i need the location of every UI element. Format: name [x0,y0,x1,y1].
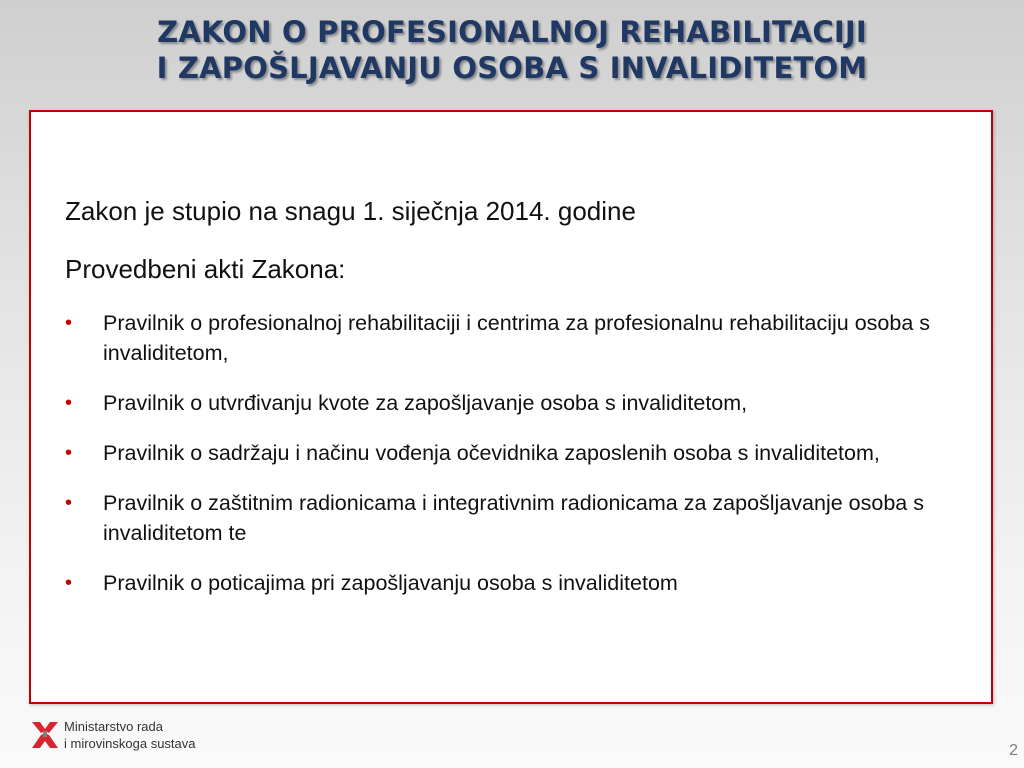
intro-text-effective-date: Zakon je stupio na snagu 1. siječnja 2014. godine [65,196,636,226]
ministry-name-line-2: i mirovinskoga sustava [64,736,196,751]
bullet-icon: • [65,442,73,464]
list-item [65,488,945,548]
slide-title-line-2: I ZAPOŠLJAVANJU OSOBA S INVALIDITETOM [156,51,868,85]
page-number: 2 [1009,742,1018,759]
list-item [65,568,945,598]
slide-title-line-1: ZAKON O PROFESIONALNOJ REHABILITACIJI [157,15,867,49]
list-item-text: Pravilnik o profesionalnoj rehabilitaciji i centrima za profesionalnu rehabilitaciju osoba s invaliditetom, [103,311,930,365]
list-item [65,308,945,368]
list-item-text: Pravilnik o poticajima pri zapošljavanju osoba s invaliditetom [103,571,678,595]
list-item-text: Pravilnik o sadržaju i načinu vođenja očevidnika zaposlenih osoba s invaliditetom, [103,441,880,465]
list-item-text: Pravilnik o utvrđivanju kvote za zapošljavanje osoba s invaliditetom, [103,391,748,415]
list-item [65,388,945,418]
ministry-logo-icon [30,718,60,752]
bullet-icon: • [65,572,73,594]
intro-text-implementing-acts: Provedbeni akti Zakona: [65,254,346,284]
list-item-text: Pravilnik o zaštitnim radionicama i integrativnim radionicama za zapošljavanje osoba s invaliditetom te [103,491,924,545]
bullet-icon: • [65,312,73,334]
content-box [29,110,993,704]
bullet-icon: • [65,392,73,414]
ministry-name [64,718,196,752]
bullet-icon: • [65,492,73,514]
slide-title [0,14,1024,86]
ministry-name-line-1: Ministarstvo rada [64,719,163,734]
list-item [65,438,945,468]
bullet-list [65,308,945,618]
